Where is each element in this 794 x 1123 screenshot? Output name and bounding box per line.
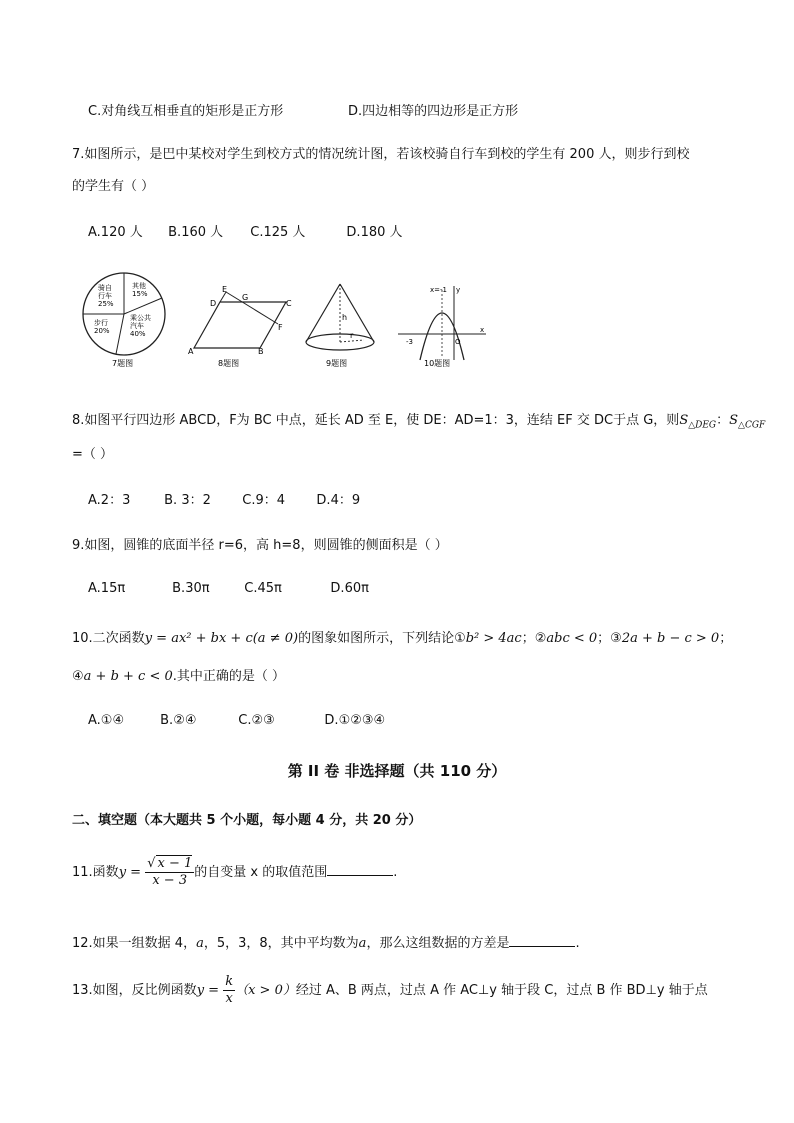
cone-caption: 9题图 (326, 359, 348, 368)
q10-conclusion-3: 2a + b − c > 0 (621, 631, 720, 646)
part2-title: 第 II 卷 非选择题（共 110 分） (287, 762, 507, 780)
cone-r: r (350, 331, 354, 340)
q7-option-d: D.180 人 (346, 225, 403, 240)
pie-chart-figure (74, 270, 176, 370)
parabola-origin: O (455, 338, 461, 346)
q12-a-1: a (196, 936, 204, 951)
q13-condition: （x > 0） (235, 983, 296, 998)
q9-stem: 9.如图，圆锥的底面半径 r=6，高 h=8，则圆锥的侧面积是（ ） (72, 538, 448, 553)
q12-text-c: ，那么这组数据的方差是 (366, 936, 510, 951)
q9-option-a: A.15π (88, 581, 126, 596)
pt-b: B (258, 347, 264, 356)
q11-numerator: x − 1 (157, 856, 193, 871)
q10-option-a: A.①④ (88, 713, 125, 728)
pie-label-walk-2: 20% (94, 327, 110, 335)
cone-figure (300, 280, 382, 372)
q9-option-c: C.45π (244, 581, 282, 596)
q10-sep-3: ； (719, 631, 733, 646)
q10-conclusion-2: abc < 0 (546, 631, 598, 646)
q8-option-a: A.2：3 (88, 493, 131, 508)
q10-func: y = ax² + bx + c(a ≠ 0) (144, 631, 299, 646)
q10-sep-2: ；③ (597, 631, 622, 646)
q10-option-d: D.①②③④ (324, 713, 386, 728)
q8-option-b: B. 3：2 (164, 493, 211, 508)
q9-options (88, 580, 369, 598)
q8-stem-text: 8.如图平行四边形 ABCD，F为 BC 中点，延长 AD 至 E，使 DE：AD=1：3，连结 EF 交 DC于点 G，则 (72, 413, 680, 428)
pt-a: A (188, 347, 194, 356)
pt-f: F (278, 323, 283, 332)
q11-y: y = (118, 865, 142, 880)
q10-option-c: C.②③ (238, 713, 275, 728)
q8-s2: S (729, 413, 739, 428)
q13-stem (72, 974, 708, 1008)
pie-label-bike-1: 骑自 (98, 284, 112, 292)
parabola-y: y (456, 286, 461, 294)
pie-label-bus-3: 40% (130, 330, 146, 338)
q10-prefix: 10.二次函数 (72, 631, 145, 646)
q8-option-d: D.4：9 (316, 493, 361, 508)
parallelogram-caption: 8题图 (218, 359, 240, 368)
q7-stem-line1: 7.如图所示，是巴中某校对学生到校方式的情况统计图，若该校骑自行车到校的学生有 200 人，则步行到校 (72, 147, 690, 162)
parallelogram-figure (186, 284, 298, 372)
q8-option-c: C.9：4 (242, 493, 286, 508)
q8-ratio (679, 413, 766, 431)
q8-stem-line1 (72, 412, 765, 435)
pie-label-bike-2: 行车 (98, 292, 112, 300)
q11-fraction: $\frac{√ x - 1}{x - 3}$ (147, 856, 193, 888)
q10-mid: 的图象如图所示，下列结论① (298, 631, 466, 646)
q10-conclusion-4: a + b + c < 0 (83, 669, 173, 684)
q10-suffix: .其中正确的是（ ） (172, 669, 286, 684)
q8-s2-sub: △CGF (738, 420, 766, 431)
pt-c: C (286, 299, 292, 308)
pt-g: G (242, 293, 249, 302)
pie-label-bus-1: 乘公共 (130, 314, 151, 322)
parabola-axis-label: x=-1 (430, 286, 447, 294)
pie-label-other-2: 15% (132, 290, 148, 298)
q6-option-c: C.对角线互相垂直的矩形是正方形 (88, 104, 284, 119)
q13-y: y = (196, 983, 220, 998)
q8-stem-line2: =（ ） (72, 447, 114, 462)
q10-options (88, 712, 385, 730)
parabola-figure (392, 282, 492, 372)
q7-stem-line2: 的学生有（ ） (72, 179, 155, 194)
q6-option-d: D.四边相等的四边形是正方形 (348, 104, 519, 119)
section2-title: 二、填空题（本大题共 5 个小题，每小题 4 分，共 20 分） (72, 813, 422, 828)
q7-option-b: B.160 人 (168, 225, 224, 240)
q10-stem-line2 (72, 668, 285, 686)
pie-label-other-1: 其他 (132, 282, 146, 290)
q10-sep-1: ；② (521, 631, 547, 646)
q12-stem: 12.如果一组数据 4，a，5，3，8，其中平均数为a，那么这组数据的方差是 . (72, 932, 580, 953)
q11-stem: 11.函数y = $\frac{√ x - 1}{x - 3}$ 的自变量 x 的取值范围 . (72, 856, 398, 888)
pie-caption: 7题图 (112, 359, 134, 368)
q9-option-b: B.30π (172, 581, 210, 596)
q10-option-b: B.②④ (160, 713, 197, 728)
pie-label-bike-3: 25% (98, 300, 114, 308)
q8-s1: S (679, 413, 689, 428)
q11-denominator: x − 3 (152, 873, 188, 888)
cone-h: h (342, 313, 348, 322)
parabola-neg3: -3 (406, 338, 413, 346)
pie-label-walk-1: 步行 (94, 319, 108, 327)
q13-denominator: x (225, 991, 233, 1006)
q11-prefix: 11.函数 (72, 865, 119, 880)
q11-answer-blank[interactable] (327, 861, 393, 876)
q13-fraction (223, 974, 235, 1007)
q10-conclusion-1: b² > 4ac (465, 631, 522, 646)
q7-option-a: A.120 人 (88, 225, 143, 240)
q12-text-b: ，5，3，8，其中平均数为 (203, 936, 359, 951)
pie-label-bus-2: 汽车 (130, 322, 144, 330)
q13-suffix: 经过 A、B 两点，过点 A 作 AC⊥y 轴于段 C，过点 B 作 BD⊥y 轴于点 (295, 983, 708, 998)
q9-option-d: D.60π (330, 581, 369, 596)
q8-sep: ： (716, 413, 730, 428)
parabola-caption: 10题图 (424, 359, 451, 368)
q7-options (88, 224, 403, 242)
q13-numerator: k (225, 974, 234, 989)
q10-c4-num: ④ (72, 669, 84, 684)
q12-answer-blank[interactable] (509, 932, 575, 947)
parabola-x: x (480, 326, 485, 334)
q7-option-c: C.125 人 (250, 225, 306, 240)
q8-s1-sub: △DEG (688, 420, 717, 431)
pt-e: E (222, 285, 228, 294)
pt-d: D (210, 299, 217, 308)
q8-options (88, 492, 360, 510)
q11-suffix: 的自变量 x 的取值范围 (194, 865, 328, 880)
q12-a-2: a (358, 936, 367, 951)
q13-prefix: 13.如图，反比例函数 (72, 983, 197, 998)
q12-text-a: 12.如果一组数据 4， (72, 936, 197, 951)
q10-stem-line1 (72, 630, 732, 648)
